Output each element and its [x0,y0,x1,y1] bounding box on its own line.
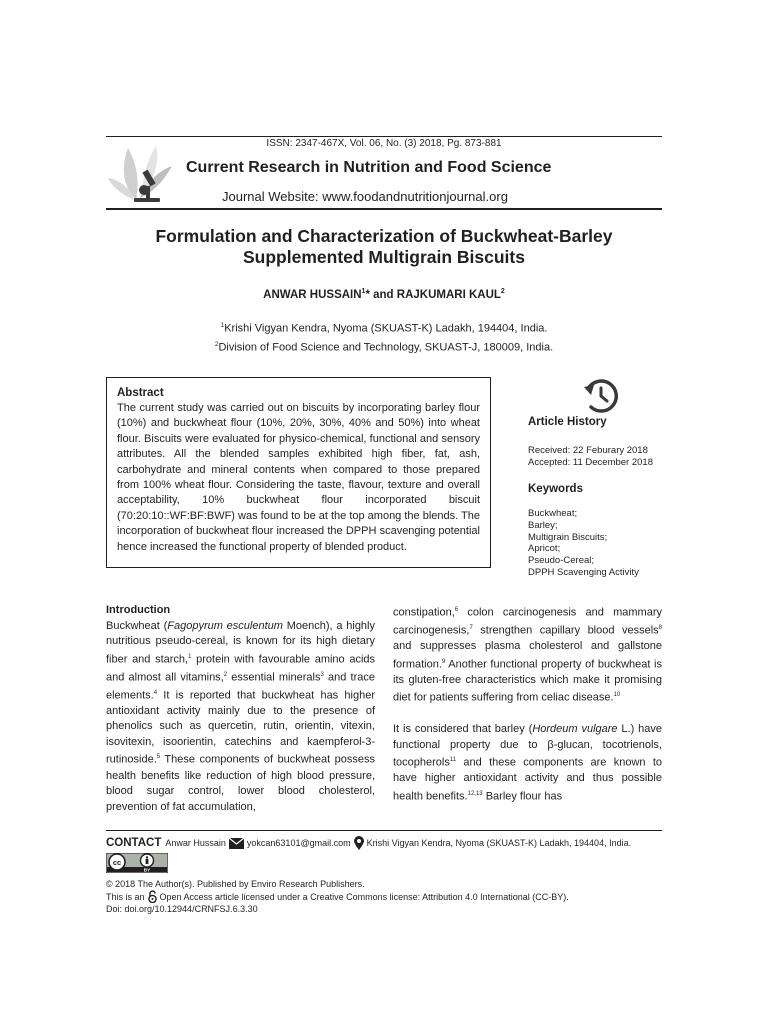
clock-history-icon [582,377,620,413]
article-history-dates [528,445,653,469]
journal-website[interactable]: Journal Website: www.foodandnutritionjournal.org [222,189,508,204]
reference-mark[interactable]: 5 [156,754,161,761]
abstract-box [106,377,491,568]
contact-name: Anwar Hussain [165,838,226,848]
reference-mark[interactable]: 7 [469,625,473,632]
reference-mark[interactable]: 1 [188,653,192,660]
location-pin-icon [354,836,364,850]
body-paragraph [106,619,375,816]
article-history-heading: Article History [528,416,607,428]
contact-line [106,836,631,850]
license-pre: This is an [106,891,145,902]
footer-rule [106,830,662,831]
keyword-item: Multigrain Biscuits; [528,531,608,543]
affiliation-1-mark: 1 [220,322,225,329]
body-text: It is considered that barley ( [393,723,533,736]
author-2: RAJKUMARI KAUL [396,288,501,301]
author-line [106,288,662,301]
keywords-list [528,508,639,579]
paper-title-line-1: Formulation and Characterization of Buckwheat-Barley [155,226,613,246]
body-text: L.) have functional property due to β-glucan, tocotrienols, tocopherols [393,723,663,769]
body-text: and trace elements. [106,671,376,702]
introduction-heading: Introduction [106,604,171,616]
corresponding-mark: * [365,288,370,301]
keyword-item: Apricot; [528,543,561,555]
keyword-item: Buckwheat; [528,508,578,519]
envelope-icon [229,838,244,849]
body-text: strengthen capillary blood vessels [472,624,659,637]
license-text[interactable]: Open Access article licensed under a Creative Commons license: Attribution 4.0 International (CC-BY). [159,891,569,902]
body-text: protein with favourable amino acids and almost all vitamins, [106,653,376,684]
body-text: constipation, [393,606,455,619]
journal-title: Current Research in Nutrition and Food Science [186,159,552,176]
reference-mark[interactable]: 2 [223,671,228,678]
contact-label: CONTACT [106,837,162,849]
accepted-date: Accepted: 11 December 2018 [528,457,653,468]
open-access-lock-icon [148,890,157,903]
svg-text:cc: cc [112,858,122,867]
body-column-right [393,603,662,805]
keyword-item: Pseudo-Cereal; [528,555,595,567]
creative-commons-by-badge[interactable] [106,853,168,873]
copyright-block [106,878,569,915]
keyword-item: DPPH Scavenging Activity [528,566,639,578]
author-2-affil-mark: 2 [500,288,505,295]
issn-line: ISSN: 2347-467X, Vol. 06, No. (3) 2018, Pg. 873-881 [266,138,502,149]
reference-mark[interactable]: 10 [613,692,621,699]
affiliation-2-text: Division of Food Science and Technology, SKUAST-J, 180009, India. [218,341,554,354]
affiliation-2 [106,337,662,356]
contact-email[interactable]: yokcan63101@gmail.com [246,838,351,848]
body-text: Another functional property of buckwheat is its gluten-free characteristics which make it promising diet for patients suffering from celiac disease. [393,658,662,705]
copyright-line: © 2018 The Author(s). Published by Enviro Research Publishers. [106,879,365,889]
keyword-item: Barley; [528,519,558,531]
paper-title-line-2: Supplemented Multigrain Biscuits [243,247,525,267]
body-column-left [106,603,375,815]
cc-badge-label: BY [143,867,151,873]
reference-mark[interactable]: 9 [441,658,446,665]
keywords-heading: Keywords [528,483,583,495]
header-top-rule [106,136,662,137]
reference-mark[interactable]: 4 [153,689,158,696]
body-text: colon carcinogenesis and mammary carcinogenesis, [393,606,662,637]
author-1: ANWAR HUSSAIN [263,288,362,301]
reference-mark[interactable]: 11 [449,757,457,764]
abstract-text: The current study was carried out on biscuits by incorporating barley flour (10%) and buckwheat flour (10%, 20%, 30%, 40% and 50%) into wheat flour. Biscuits were evaluated for physico-chemical, functional and sensory attributes. All the blended samples exhibited high fiber, fat, ash, carbohydrate and mineral contents when compared to those prepared from 100% wheat flour. Considering the taste, flavour, texture and overall acceptability, 10% buckwheat flour incorporated biscuit (70:20:10::WF:BF:BWF) was found to be at the top among the blends. The incorporation of buckwheat flour increased the DPPH scavenging potential hence increased the functional property of blended product. [117,402,480,553]
journal-logo-icon [106,140,176,208]
received-date: Received: 22 Feburary 2018 [528,445,648,456]
body-text: Buckwheat ( [106,619,168,632]
abstract-heading: Abstract [117,387,164,399]
affiliation-1-text: Krishi Vigyan Kendra, Nyoma (SKUAST-K) Ladakh, 194404, India. [224,322,548,335]
scientific-name: Hordeum vulgare [532,723,618,736]
reference-mark[interactable]: 12,13 [467,790,483,797]
body-text: and suppresses plasma cholesterol and gallstone formation. [393,640,662,671]
body-text: essential minerals [227,671,321,684]
affiliation-2-mark: 2 [214,340,219,348]
paragraph-gap [393,707,662,723]
body-text: Moench), a highly nutritious pseudo-cereal, is known for its high dietary fiber and starch, [106,619,375,666]
author-conjunction: and [369,288,397,301]
body-text: These components of buckwheat possess health benefits like reduction of high blood pressure, blood sugar control, lower blood cholesterol, prevention of fat accumulation, [106,754,375,813]
body-text: Barley flour has [482,790,563,803]
body-text: and these components are known to have higher antioxidant activity and thus possible health benefits. [393,756,662,803]
body-paragraph [393,603,662,707]
body-text: It is reported that buckwheat has higher antioxidant activity mainly due to the presence of phenolics such as quercetin, rutin, orientin, vitexin, isovitexin, isoorientin, catechins and kaempferol-3-rutinoside. [106,689,375,767]
affiliations [106,318,662,355]
contact-address: Krishi Vigyan Kendra, Nyoma (SKUAST-K) Ladakh, 194404, India. [366,838,632,848]
paper-title [106,226,662,268]
reference-mark[interactable]: 3 [320,671,324,678]
scientific-name: Fagopyrum esculentum [167,619,283,632]
author-1-affil-mark: 1 [361,288,366,295]
reference-mark[interactable]: 6 [454,607,459,613]
reference-mark[interactable]: 8 [658,625,662,632]
header-bottom-rule [106,208,662,210]
body-paragraph [393,722,662,805]
affiliation-1 [106,318,662,337]
license-line [106,890,569,903]
doi-line[interactable]: Doi: doi.org/10.12944/CRNFSJ.6.3.30 [106,904,258,914]
